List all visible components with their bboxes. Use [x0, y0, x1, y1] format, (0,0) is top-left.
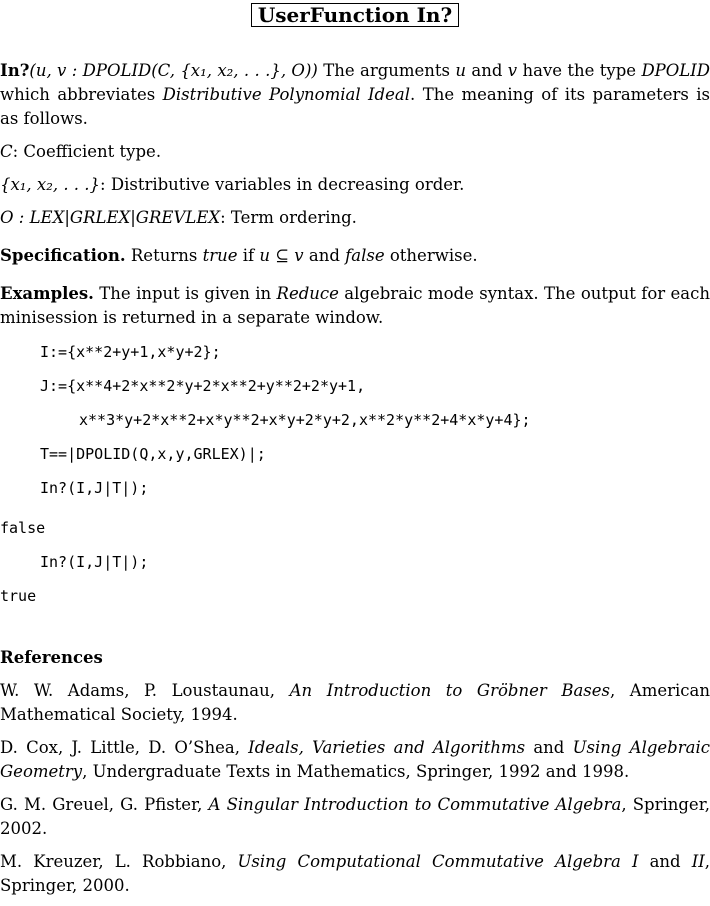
ref1-authors: W. W. Adams, P. Loustaunau, [0, 681, 290, 700]
param-x-desc: : Distributive variables in decreasing order. [100, 175, 465, 194]
spec-text-b: if [237, 246, 260, 265]
ref3-title: A Singular Introduction to Commutative Algebra [208, 795, 622, 814]
spec-true: true [202, 246, 238, 265]
signature-paragraph [0, 59, 710, 131]
code-line-2: J:={x**4+2*x**2*y+2*x**2+y**2+2*y+1, [40, 377, 366, 395]
examples-text-b: algebraic mode syntax. The output for each minisession is returned in a separate window. [0, 284, 710, 327]
sig-text-d: . The meaning of its parameters is as follows. [0, 85, 710, 128]
examples-paragraph [0, 282, 710, 330]
reference-2 [0, 736, 710, 784]
ref3-authors: G. M. Greuel, G. Pfister, [0, 795, 209, 814]
param-c-symbol: C [0, 142, 13, 161]
ref4-and: and [638, 852, 692, 871]
ref1-title: An Introduction to Gröbner Bases [289, 681, 610, 700]
reference-1 [0, 679, 710, 727]
reference-3 [0, 793, 710, 841]
spec-expr: u ⊆ v [259, 246, 304, 265]
sig-u: u [455, 61, 467, 80]
function-args: (u, v : DPOLID(C, {x₁, x₂, . . .}, O)) [29, 61, 318, 80]
ref4-title1: Using Computational Commutative Algebra I [237, 852, 639, 871]
param-c [0, 140, 710, 164]
sig-text-a: The arguments [323, 61, 456, 80]
ref1-rest: , American Mathematical Society, 1994. [0, 681, 710, 724]
spec-text-a: Returns [125, 246, 203, 265]
spec-text-d: otherwise. [384, 246, 478, 265]
examples-reduce: Reduce [276, 284, 339, 303]
sig-and: and [466, 61, 508, 80]
specification-paragraph [0, 244, 710, 268]
ref2-title1: Ideals, Varieties and Algorithms [248, 738, 526, 757]
sig-text-b: have the type [517, 61, 642, 80]
ref3-rest: , Springer, 2002. [0, 795, 710, 838]
param-x [0, 173, 710, 197]
ref2-authors: D. Cox, J. Little, D. O’Shea, [0, 738, 249, 757]
spec-text-c: and [303, 246, 346, 265]
ref2-rest: , Undergraduate Texts in Mathematics, Springer, 1992 and 1998. [82, 762, 630, 781]
sig-abbrev: Distributive Polynomial Ideal [162, 85, 411, 104]
reference-4 [0, 850, 710, 898]
code-output-1: false [0, 519, 46, 537]
ref4-rest: , Springer, 2000. [0, 852, 710, 895]
param-o-desc: : Term ordering. [220, 208, 357, 227]
param-o-symbol: O : LEX|GRLEX|GREVLEX [0, 208, 221, 227]
examples-label: Examples. [0, 284, 94, 303]
sig-v: v [507, 61, 518, 80]
ref4-authors: M. Kreuzer, L. Robbiano, [0, 852, 238, 871]
code-line-6: In?(I,J|T|); [40, 553, 149, 571]
ref2-title2: Using Algebraic Geometry [0, 738, 710, 781]
ref2-and: and [525, 738, 573, 757]
function-name: In? [0, 61, 30, 80]
code-line-5: In?(I,J|T|); [40, 479, 149, 497]
code-line-4: T==|DPOLID(Q,x,y,GRLEX)|; [40, 445, 266, 463]
references-heading: References [0, 648, 103, 667]
sig-text-c: which abbreviates [0, 85, 163, 104]
spec-false: false [345, 246, 385, 265]
param-c-desc: : Coefficient type. [12, 142, 162, 161]
title-wrapper [0, 3, 710, 29]
specification-label: Specification. [0, 246, 126, 265]
param-x-symbol: {x₁, x₂, . . .} [0, 175, 101, 194]
ref4-title2: II [691, 852, 705, 871]
examples-text-a: The input is given in [93, 284, 277, 303]
code-output-2: true [0, 587, 37, 605]
code-line-1: I:={x**2+y+1,x*y+2}; [40, 343, 221, 361]
param-o [0, 206, 710, 230]
sig-type: DPOLID [641, 61, 710, 80]
page-title: UserFunction In? [251, 3, 459, 27]
code-line-3: x**3*y+2*x**2+x*y**2+x*y+2*y+2,x**2*y**2+4*x*y+4}; [79, 411, 531, 429]
